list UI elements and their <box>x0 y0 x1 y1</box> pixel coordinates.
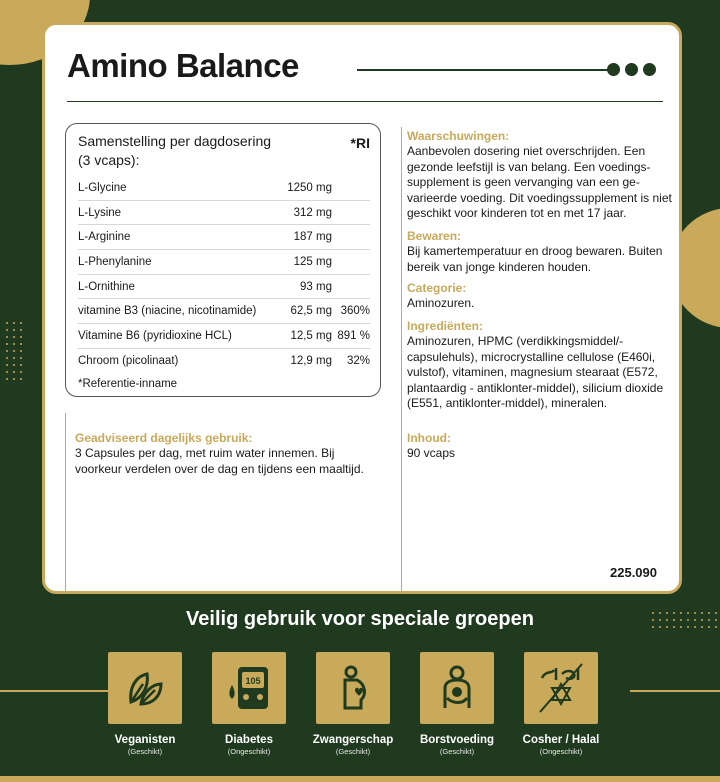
ingredient-ri: 32% <box>346 355 370 368</box>
group-status: (Ongeschikt) <box>227 747 271 756</box>
kosher-halal-icon <box>536 660 586 716</box>
composition-row <box>78 176 370 201</box>
composition-row <box>78 225 370 250</box>
group-status: (Ongeschikt) <box>539 747 583 756</box>
group-status: (Geschikt) <box>127 747 163 756</box>
title-decor-dot <box>643 63 656 76</box>
warnings-heading: Waarschuwingen: <box>407 129 510 143</box>
ingredient-amount: 93 mg <box>300 280 332 293</box>
ingredient-name: L-Ornithine <box>78 280 135 293</box>
breastfeeding-icon <box>435 664 479 712</box>
group-status: (Geschikt) <box>439 747 475 756</box>
group-label: Zwangerschap <box>312 734 394 746</box>
advice-text: 3 Capsules per dag, met ruim water innemen. Bij voorkeur verdelen over de dag en tijdens een maaltijd. <box>75 446 364 476</box>
advice-section <box>75 431 375 477</box>
composition-row <box>78 275 370 300</box>
composition-row <box>78 324 370 349</box>
ingredient-name: L-Lysine <box>78 206 122 219</box>
ingredient-amount: 62,5 mg <box>290 305 332 318</box>
group-vegan <box>108 652 182 756</box>
decorative-dot-grid-left <box>6 322 22 380</box>
ri-column-label: *RI <box>350 135 370 151</box>
group-label: Cosher / Halal <box>522 734 600 746</box>
warnings-text: Aanbevolen dosering niet overschrijden. Een gezonde leefstijl is van belang. Een voedings-supplement is geen vervanging van een ge-varieerde voeding. Dit voedingssupplement is niet geschikt voor kinderen tot en met 17 jaar. <box>407 144 672 221</box>
group-diabetes <box>212 652 286 756</box>
special-groups <box>108 652 598 756</box>
groups-title: Veilig gebruik voor speciale groepen <box>186 608 534 630</box>
composition-row <box>78 299 370 324</box>
group-label: Diabetes <box>225 734 273 746</box>
product-code: 225.090 <box>610 565 657 580</box>
group-breastfeeding <box>420 652 494 756</box>
title-divider <box>67 101 663 102</box>
group-pregnancy <box>312 652 394 756</box>
advice-heading: Geadviseerd dagelijks gebruik: <box>75 431 253 445</box>
decorative-line-right <box>630 690 720 692</box>
contents-text: 90 vcaps <box>407 446 456 460</box>
ingredient-name: L-Arginine <box>78 231 131 244</box>
ingredient-name: L-Phenylanine <box>78 255 152 268</box>
decorative-line-left <box>0 690 120 692</box>
divider-line-left <box>65 413 66 593</box>
label-card <box>42 22 682 594</box>
ingredient-name: Chroom (picolinaat) <box>78 355 179 368</box>
category-heading: Categorie: <box>407 281 467 295</box>
title-decor-line <box>357 69 615 71</box>
title-decor-dot <box>625 63 638 76</box>
group-status: (Geschikt) <box>335 747 371 756</box>
pregnancy-icon <box>331 664 375 712</box>
composition-header <box>78 132 370 170</box>
composition-table <box>65 123 381 397</box>
ingredient-amount: 187 mg <box>293 231 332 244</box>
meter-reading: 105 <box>245 676 261 686</box>
leaves-icon <box>123 666 167 710</box>
ingredient-name: Vitamine B6 (pyridioxine HCL) <box>78 329 232 342</box>
group-kosher-halal <box>524 652 598 756</box>
ingredient-amount: 125 mg <box>293 255 332 268</box>
storage-heading: Bewaren: <box>407 229 462 243</box>
warnings-section <box>407 129 675 222</box>
composition-subheading: (3 vcaps): <box>78 152 140 168</box>
composition-row <box>78 250 370 275</box>
ingredient-amount: 12,5 mg <box>290 329 332 342</box>
glucose-meter-icon <box>226 663 272 713</box>
contents-section <box>407 431 675 462</box>
composition-row <box>78 349 370 374</box>
ingredient-ri: 891 % <box>337 329 370 342</box>
product-title: Amino Balance <box>67 47 299 84</box>
storage-section <box>407 229 675 275</box>
ingredients-text: Aminozuren, HPMC (verdikkingsmiddel/-capsulehuls), microcrystalline cellulose (E460i, vulstof), vitaminen, magnesium stearaat (E572, plantaardig - antiklonter-middel), silicium dioxide (E551, antiklonter-middel), mineralen. <box>407 334 664 411</box>
ingredient-ri: 360% <box>340 305 370 318</box>
ingredient-amount: 312 mg <box>293 206 332 219</box>
ingredient-name: L-Glycine <box>78 181 127 194</box>
ingredient-amount: 1250 mg <box>287 181 332 194</box>
ingredients-heading: Ingrediënten: <box>407 319 484 333</box>
composition-heading: Samenstelling per dagdosering <box>78 133 272 149</box>
ingredient-name: vitamine B3 (niacine, nicotinamide) <box>78 305 257 318</box>
divider-line-right <box>401 127 402 593</box>
reference-note: *Referentie-inname <box>78 377 178 390</box>
group-label: Veganisten <box>114 734 176 746</box>
ingredients-section <box>407 319 675 412</box>
composition-row <box>78 201 370 226</box>
category-text: Aminozuren. <box>407 296 475 310</box>
storage-text: Bij kamertemperatuur en droog bewaren. Buiten bereik van jonge kinderen houden. <box>407 244 663 274</box>
ingredient-amount: 12,9 mg <box>290 355 332 368</box>
title-decor-dot <box>607 63 620 76</box>
group-label: Borstvoeding <box>419 734 495 746</box>
category-section <box>407 281 675 312</box>
bottom-accent-bar <box>0 776 720 782</box>
composition-rows <box>78 176 370 374</box>
contents-heading: Inhoud: <box>407 431 451 445</box>
